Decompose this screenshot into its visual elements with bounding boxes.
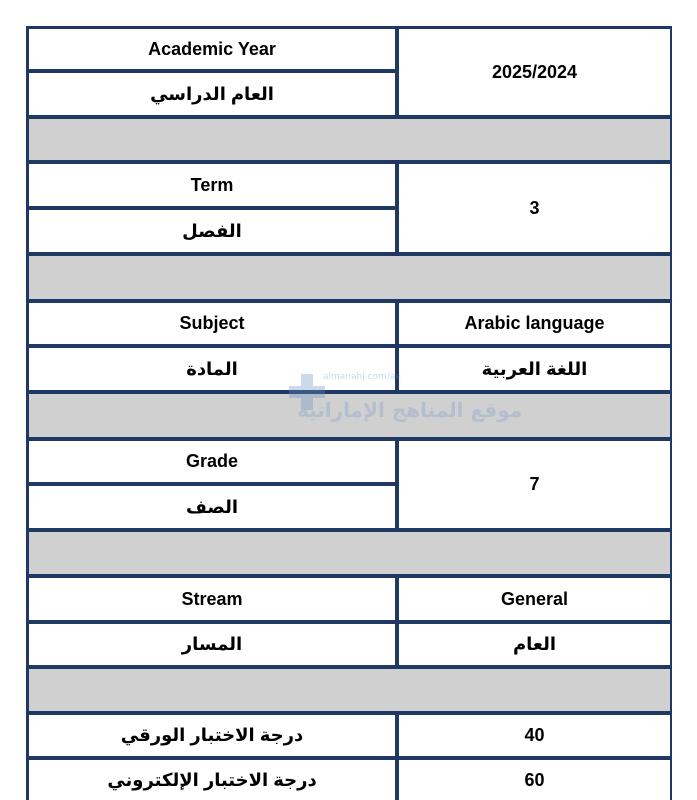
electronic-exam-label: درجة الاختبار الإلكتروني bbox=[29, 760, 395, 800]
grade-label-ar: الصف bbox=[29, 486, 395, 528]
info-table bbox=[26, 26, 672, 800]
stream-value-ar: العام bbox=[399, 624, 670, 665]
watermark-url: almanahj.com/ae bbox=[323, 372, 401, 382]
term-label-en: Term bbox=[29, 164, 395, 206]
subject-label-en: Subject bbox=[29, 303, 395, 344]
paper-exam-label: درجة الاختبار الورقي bbox=[29, 715, 395, 756]
separator-band bbox=[29, 394, 670, 437]
stream-label-ar: المسار bbox=[29, 624, 395, 665]
academic-year-label-ar: العام الدراسي bbox=[29, 73, 395, 115]
academic-year-value: 2025/2024 bbox=[399, 29, 670, 115]
stream-value-en: General bbox=[399, 578, 670, 620]
electronic-exam-value: 60 bbox=[399, 760, 670, 800]
paper-exam-value: 40 bbox=[399, 715, 670, 756]
grade-value: 7 bbox=[399, 441, 670, 528]
separator-band bbox=[29, 119, 670, 160]
separator-band bbox=[29, 532, 670, 574]
term-value: 3 bbox=[399, 164, 670, 252]
grade-label-en: Grade bbox=[29, 441, 395, 482]
term-label-ar: الفصل bbox=[29, 210, 395, 252]
subject-label-ar: المادة bbox=[29, 348, 395, 390]
academic-year-label-en: Academic Year bbox=[29, 29, 395, 69]
separator-band bbox=[29, 669, 670, 711]
separator-band bbox=[29, 256, 670, 299]
watermark-name: موقع المناهج الإماراتية bbox=[297, 398, 523, 422]
stream-label-en: Stream bbox=[29, 578, 395, 620]
subject-value-ar: اللغة العربية bbox=[399, 348, 670, 390]
subject-value-en: Arabic language bbox=[399, 303, 670, 344]
